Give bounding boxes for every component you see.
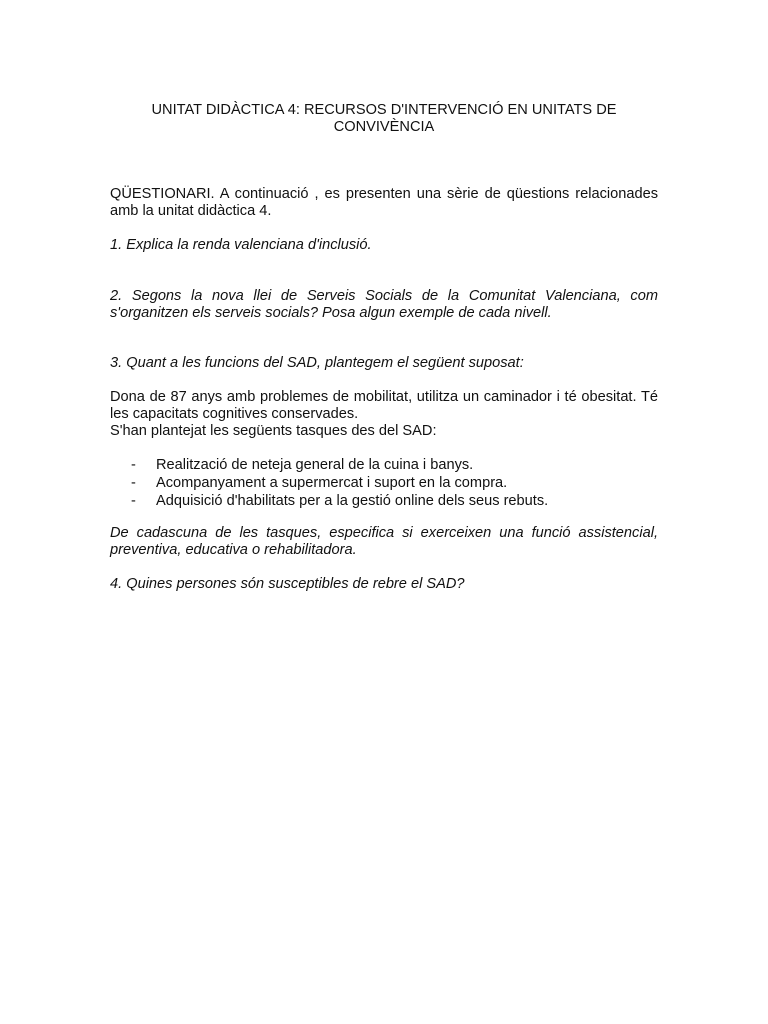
task-text: Acompanyament a supermercat i suport en la compra.: [156, 475, 508, 491]
list-marker: -: [131, 457, 136, 473]
tasks-list: [110, 457, 658, 511]
task-item: [110, 457, 658, 474]
task-item: [110, 475, 658, 492]
task-text: Realització de neteja general de la cuina i banys.: [156, 457, 474, 473]
question-3: 3. Quant a les funcions del SAD, plantegem el següent suposat:: [110, 355, 524, 371]
title-line-1: UNITAT DIDÀCTICA 4: RECURSOS D'INTERVENCIÓ EN UNITATS DE: [151, 102, 617, 118]
task-text: Adquisició d'habilitats per a la gestió online dels seus rebuts.: [156, 493, 549, 509]
question-4: 4. Quines persones són susceptibles de rebre el SAD?: [110, 576, 465, 592]
question-2: 2. Segons la nova llei de Serveis Socials de la Comunitat Valenciana, com s'organitzen els serveis socials? Posa algun exemple de cada nivell.: [110, 288, 658, 321]
title-line-2: CONVIVÈNCIA: [333, 119, 435, 135]
tasks-intro: S'han plantejat les següents tasques des del SAD:: [110, 423, 437, 439]
questionnaire-intro: QÜESTIONARI. A continuació , es presenten una sèrie de qüestions relacionades amb la unitat didàctica 4.: [110, 186, 658, 219]
list-marker: -: [131, 475, 136, 491]
list-marker: -: [131, 493, 136, 509]
task-item: [110, 493, 658, 510]
case-description: Dona de 87 anys amb problemes de mobilitat, utilitza un caminador i té obesitat. Té les capacitats cognitives conservades.: [110, 389, 658, 422]
question-1: 1. Explica la renda valenciana d'inclusió.: [110, 237, 372, 253]
case-scenario: [110, 389, 658, 440]
document-title: [110, 102, 658, 136]
task-instruction: De cadascuna de les tasques, especifica si exerceixen una funció assistencial, preventiva, educativa o rehabilitadora.: [110, 525, 658, 558]
